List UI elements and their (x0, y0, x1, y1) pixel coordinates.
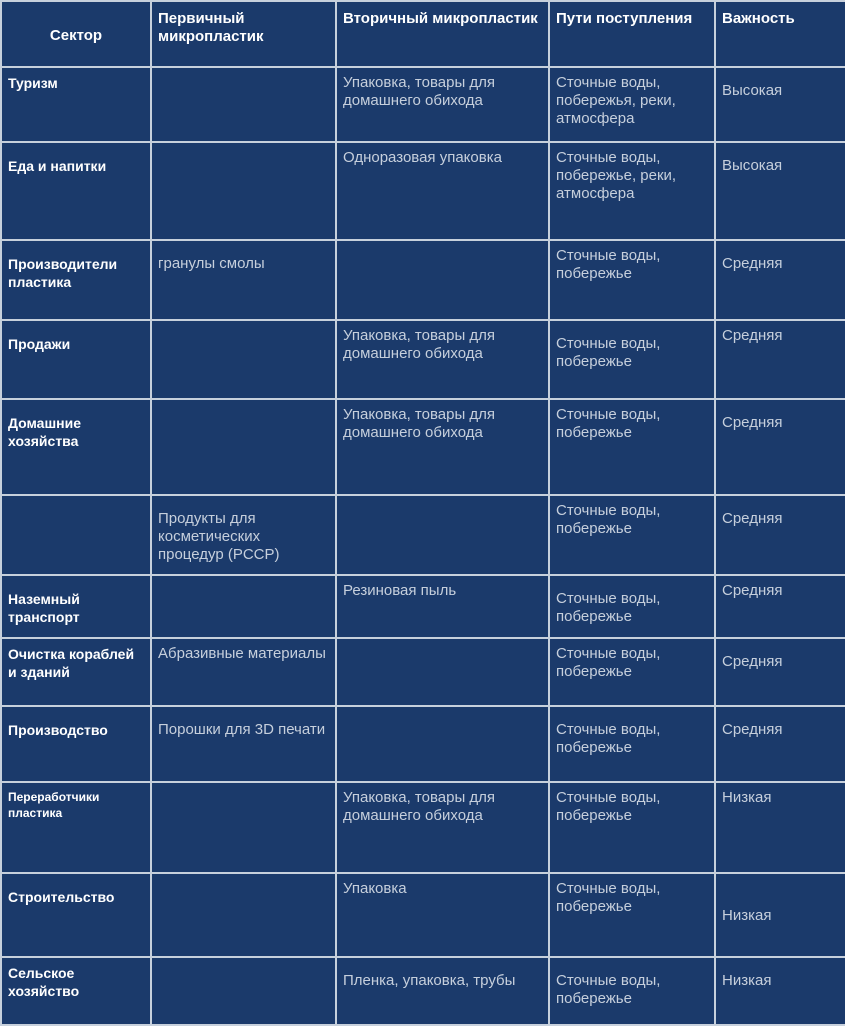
cell-secondary: Упаковка (336, 873, 549, 957)
cell-pathways: Сточные воды, побережье (549, 495, 715, 575)
table-row (1, 495, 845, 575)
column-header-primary: Первичный микропластик (151, 1, 336, 67)
cell-primary (151, 67, 336, 142)
cell-sector: Домашние хозяйства (1, 399, 151, 495)
cell-primary: Продукты для косметических процедур (PCCP) (151, 495, 336, 575)
table-row (1, 957, 845, 1025)
column-header-secondary: Вторичный микропластик (336, 1, 549, 67)
cell-importance: Средняя (715, 495, 845, 575)
cell-importance: Высокая (715, 67, 845, 142)
cell-pathways: Сточные воды, побережье (549, 873, 715, 957)
table-row (1, 575, 845, 638)
table-row (1, 399, 845, 495)
cell-secondary: Пленка, упаковка, трубы (336, 957, 549, 1025)
cell-primary (151, 782, 336, 873)
cell-pathways: Сточные воды, побережье (549, 240, 715, 320)
cell-primary (151, 575, 336, 638)
table-row (1, 320, 845, 399)
cell-pathways: Сточные воды, побережье (549, 957, 715, 1025)
cell-secondary (336, 495, 549, 575)
cell-importance: Средняя (715, 240, 845, 320)
cell-importance: Высокая (715, 142, 845, 240)
cell-importance: Средняя (715, 575, 845, 638)
cell-sector: Туризм (1, 67, 151, 142)
cell-primary (151, 873, 336, 957)
cell-secondary: Упаковка, товары для домашнего обихода (336, 399, 549, 495)
cell-pathways: Сточные воды, побережье (549, 399, 715, 495)
table-row (1, 782, 845, 873)
cell-sector (1, 495, 151, 575)
cell-secondary (336, 638, 549, 706)
cell-sector: Производство (1, 706, 151, 782)
cell-pathways: Сточные воды, побережье (549, 706, 715, 782)
cell-sector: Производители пластика (1, 240, 151, 320)
table-row (1, 240, 845, 320)
cell-secondary: Резиновая пыль (336, 575, 549, 638)
header-row (1, 1, 845, 67)
column-header-sector: Сектор (1, 1, 151, 67)
cell-sector: Строительство (1, 873, 151, 957)
cell-primary: Абразивные материалы (151, 638, 336, 706)
cell-importance: Средняя (715, 399, 845, 495)
cell-pathways: Сточные воды, побережье (549, 320, 715, 399)
cell-primary (151, 399, 336, 495)
cell-pathways: Сточные воды, побережье (549, 782, 715, 873)
table-row (1, 638, 845, 706)
cell-primary (151, 957, 336, 1025)
cell-sector: Переработчики пластика (1, 782, 151, 873)
column-header-importance: Важность (715, 1, 845, 67)
cell-sector: Наземный транспорт (1, 575, 151, 638)
cell-primary: гранулы смолы (151, 240, 336, 320)
cell-importance: Низкая (715, 873, 845, 957)
cell-pathways: Сточные воды, побережье, реки, атмосфера (549, 142, 715, 240)
cell-importance: Средняя (715, 320, 845, 399)
cell-primary (151, 142, 336, 240)
cell-sector: Сельское хозяйство (1, 957, 151, 1025)
cell-sector: Еда и напитки (1, 142, 151, 240)
cell-secondary: Упаковка, товары для домашнего обихода (336, 320, 549, 399)
cell-secondary: Одноразовая упаковка (336, 142, 549, 240)
cell-pathways: Сточные воды, побережья, реки, атмосфера (549, 67, 715, 142)
table-row (1, 67, 845, 142)
cell-secondary: Упаковка, товары для домашнего обихода (336, 67, 549, 142)
cell-pathways: Сточные воды, побережье (549, 638, 715, 706)
cell-importance: Низкая (715, 782, 845, 873)
cell-secondary (336, 240, 549, 320)
cell-primary: Порошки для 3D печати (151, 706, 336, 782)
cell-sector: Очистка кораблей и зданий (1, 638, 151, 706)
cell-sector: Продажи (1, 320, 151, 399)
cell-importance: Низкая (715, 957, 845, 1025)
cell-importance: Средняя (715, 638, 845, 706)
column-header-pathways: Пути поступления (549, 1, 715, 67)
cell-pathways: Сточные воды, побережье (549, 575, 715, 638)
cell-secondary: Упаковка, товары для домашнего обихода (336, 782, 549, 873)
cell-primary (151, 320, 336, 399)
table-row (1, 142, 845, 240)
cell-secondary (336, 706, 549, 782)
table-row (1, 873, 845, 957)
table-row (1, 706, 845, 782)
cell-importance: Средняя (715, 706, 845, 782)
